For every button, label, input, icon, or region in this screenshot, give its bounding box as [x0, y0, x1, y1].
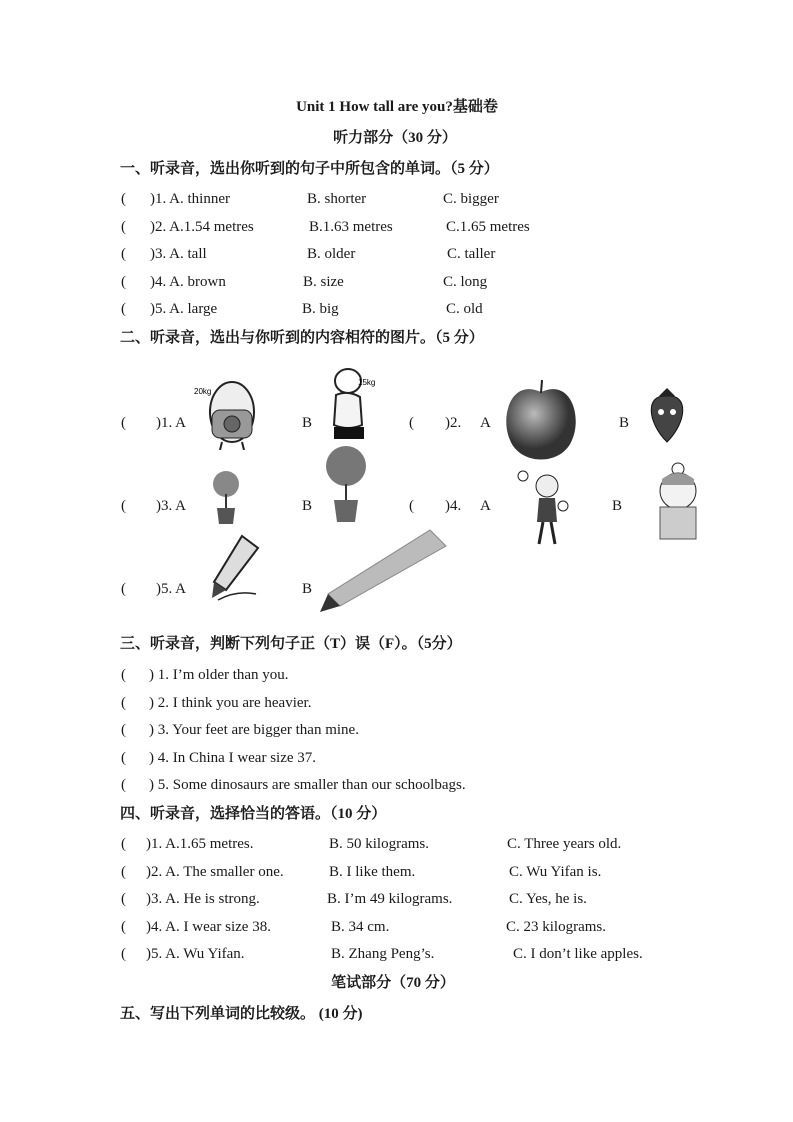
option-b: B. I’m 49 kilograms.: [327, 891, 453, 907]
option-b-label: B: [302, 415, 313, 431]
statement: ) 4. In China I wear size 37.: [149, 750, 317, 766]
answer-blank[interactable]: (: [121, 301, 126, 317]
option-b-label: B: [619, 415, 630, 431]
section-2-heading: 二、听录音，选出与你听到的内容相符的图片。（5 分）: [120, 330, 484, 346]
option-b: B. older: [307, 246, 356, 262]
option-c: C. Three years old.: [507, 836, 622, 852]
option-b: B. Zhang Peng’s.: [331, 946, 435, 962]
question-row: [0, 218, 793, 236]
option-a: )1. A.1.65 metres.: [146, 836, 254, 852]
option-a: )1. A. thinner: [150, 191, 230, 207]
option-c: C. Wu Yifan is.: [509, 864, 602, 880]
option-a: )3. A. He is strong.: [146, 891, 260, 907]
rice-character-20kg-image: [192, 370, 262, 450]
section-5-heading: 五、写出下列单词的比较级。 (10 分): [120, 1006, 363, 1022]
answer-blank[interactable]: (: [121, 581, 126, 597]
option-b: B. size: [303, 274, 344, 290]
answer-blank[interactable]: (: [121, 415, 126, 431]
answer-blank[interactable]: (: [121, 191, 126, 207]
question-label: )3. A: [156, 498, 186, 514]
option-c: C. long: [443, 274, 488, 290]
answer-blank[interactable]: (: [121, 246, 126, 262]
answer-blank[interactable]: (: [121, 274, 126, 290]
question-row: [0, 190, 793, 208]
girl-with-braids-image: [648, 459, 708, 541]
statement: ) 5. Some dinosaurs are smaller than our schoolbags.: [149, 777, 466, 793]
question-label: )4.: [445, 498, 462, 514]
option-a: )2. A. The smaller one.: [146, 864, 284, 880]
answer-blank[interactable]: (: [121, 864, 126, 880]
answer-blank[interactable]: (: [121, 722, 126, 738]
option-a-label: A: [480, 415, 491, 431]
section-1-heading: 一、听录音，选出你听到的句子中所包含的单词。（5 分）: [120, 161, 499, 177]
svg-text:20kg: 20kg: [194, 387, 212, 396]
option-b-label: B: [612, 498, 623, 514]
section-4-heading: 四、听录音，选择恰当的答语。（10 分）: [120, 806, 387, 822]
option-b-label: B: [302, 498, 313, 514]
answer-blank[interactable]: (: [121, 836, 126, 852]
option-a: )5. A. Wu Yifan.: [146, 946, 245, 962]
option-b: B. big: [302, 301, 339, 317]
page-title: Unit 1 How tall are you?基础卷: [296, 99, 498, 115]
big-potted-tree-image: [322, 446, 370, 524]
statement: ) 3. Your feet are bigger than mine.: [149, 722, 359, 738]
apple-image: [500, 378, 582, 464]
answer-blank[interactable]: (: [121, 498, 126, 514]
option-b: B.1.63 metres: [309, 219, 393, 235]
question-row: [0, 245, 793, 263]
small-potted-tree-image: [208, 470, 244, 526]
option-c: C.1.65 metres: [446, 219, 530, 235]
statement: ) 1. I’m older than you.: [149, 667, 289, 683]
option-a-label: A: [480, 498, 491, 514]
option-a: )4. A. I wear size 38.: [146, 919, 271, 935]
question-row: [0, 273, 793, 291]
statement: ) 2. I think you are heavier.: [149, 695, 312, 711]
answer-blank[interactable]: (: [121, 777, 126, 793]
answer-blank[interactable]: (: [121, 750, 126, 766]
option-a: )2. A.1.54 metres: [150, 219, 254, 235]
answer-blank[interactable]: (: [121, 219, 126, 235]
option-b: B. 34 cm.: [331, 919, 390, 935]
answer-blank[interactable]: (: [409, 498, 414, 514]
option-a: )3. A. tall: [150, 246, 207, 262]
strawberry-image: [645, 382, 689, 444]
long-pencil-image: [318, 528, 448, 614]
option-a: )4. A. brown: [150, 274, 226, 290]
writing-header: 笔试部分（70 分）: [331, 975, 455, 991]
listening-header: 听力部分（30 分）: [333, 130, 457, 146]
option-c: C. Yes, he is.: [509, 891, 587, 907]
short-pencil-writing-image: [206, 532, 264, 604]
section-3-heading: 三、听录音，判断下列句子正（T）误（F）。（5分）: [120, 636, 462, 652]
rice-bag-character-15kg-image: [318, 365, 388, 447]
question-label: )2.: [445, 415, 462, 431]
option-c: C. old: [446, 301, 483, 317]
answer-blank[interactable]: (: [409, 415, 414, 431]
question-row: [0, 300, 793, 318]
option-c: C. I don’t like apples.: [513, 946, 643, 962]
svg-text:15kg: 15kg: [358, 378, 376, 387]
option-b-label: B: [302, 581, 313, 597]
question-label: )1. A: [156, 415, 186, 431]
option-b: B. I like them.: [329, 864, 416, 880]
option-c: C. taller: [447, 246, 496, 262]
option-a: )5. A. large: [150, 301, 218, 317]
option-b: B. shorter: [307, 191, 367, 207]
answer-blank[interactable]: (: [121, 695, 126, 711]
option-c: C. 23 kilograms.: [506, 919, 606, 935]
answer-blank[interactable]: (: [121, 667, 126, 683]
boy-with-dumbbells-image: [515, 466, 571, 548]
option-b: B. 50 kilograms.: [329, 836, 429, 852]
answer-blank[interactable]: (: [121, 946, 126, 962]
question-label: )5. A: [156, 581, 186, 597]
answer-blank[interactable]: (: [121, 919, 126, 935]
answer-blank[interactable]: (: [121, 891, 126, 907]
option-c: C. bigger: [443, 191, 499, 207]
